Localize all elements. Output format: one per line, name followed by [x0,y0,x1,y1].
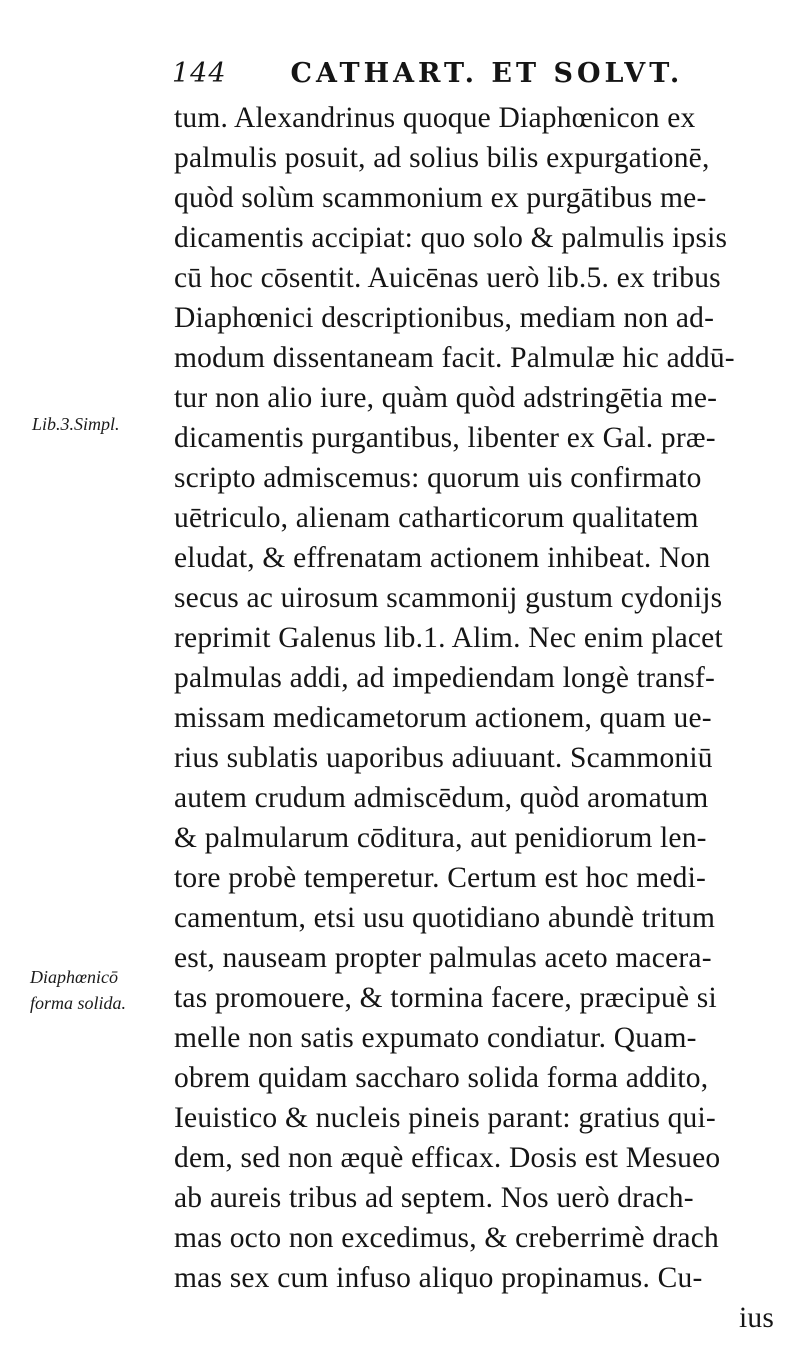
text-line: camentum, etsi usu quotidiano abundè tritum [174,902,716,934]
text-line: scripto admiscemus: quorum uis confirmato [174,462,702,494]
text-line: mas octo non excedimus, & creberrimè drach [174,1222,719,1254]
text-line: dem, sed non æquè efficax. Dosis est Mesueo [174,1142,721,1174]
text-line: eludat, & effrenatam actionem inhibeat. Non [174,542,711,574]
text-line: est, nauseam propter palmulas aceto macera- [174,942,712,974]
text-line: Diaphœnici descriptionibus, mediam non ad- [174,302,715,334]
body-text [174,98,800,1338]
text-line: palmulis posuit, ad solius bilis expurgationē, [174,142,710,174]
margin-note-line: forma solida. [30,993,127,1013]
text-line: ab aureis tribus ad septem. Nos uerò drach- [174,1182,694,1214]
text-line: tur non alio iure, quàm quòd adstringētia me- [174,382,718,414]
text-line: palmulas addi, ad impediendam longè transf- [174,662,716,694]
text-line: autem crudum admiscēdum, quòd aromatum [174,782,709,814]
text-line: modum dissentaneam facit. Palmulæ hic addū- [174,342,735,374]
text-line: dicamentis accipiat: quo solo & palmulis ipsis [174,222,728,254]
text-line: Ieuistico & nucleis pineis parant: gratius qui- [174,1102,716,1134]
text-line: missam medicametorum actionem, quam ue- [174,702,712,734]
text-line: tum. Alexandrinus quoque Diaphœnicon ex [174,102,696,134]
margin-note-diaphoenicon [30,964,126,1016]
catchword: ius [738,1302,774,1334]
text-line: tas promouere, & tormina facere, præcipuè si [174,982,717,1014]
text-line: mas sex cum infuso aliquo propinamus. Cu- [174,1262,703,1294]
text-line: obrem quidam saccharo solida forma addito, [174,1062,709,1094]
running-title: CATHART. ET SOLVT. [290,58,684,89]
text-line: dicamentis purgantibus, libenter ex Gal. præ- [174,422,716,454]
text-line: reprimit Galenus lib.1. Alim. Nec enim placet [174,622,723,654]
running-head [172,58,712,98]
text-line: quòd solùm scammonium ex purgātibus me- [174,182,707,214]
text-line: rius sublatis uaporibus adiuuant. Scammoniū [174,742,713,774]
text-line: secus ac uirosum scammonij gustum cydonijs [174,582,723,614]
text-line: & palmularum cōditura, aut penidiorum len- [174,822,707,854]
text-line: melle non satis expumato condiatur. Quam- [174,1022,697,1054]
page-number: 144 [172,58,227,89]
margin-note-line: Diaphœnicō [30,967,118,987]
text-line: tore probè temperetur. Certum est hoc medi- [174,862,707,894]
text-line: cū hoc cōsentit. Auicēnas uerò lib.5. ex tribus [174,262,721,294]
text-line: uētriculo, alienam catharticorum qualitatem [174,502,699,534]
margin-note-simpl: Lib.3.Simpl. [32,414,120,434]
